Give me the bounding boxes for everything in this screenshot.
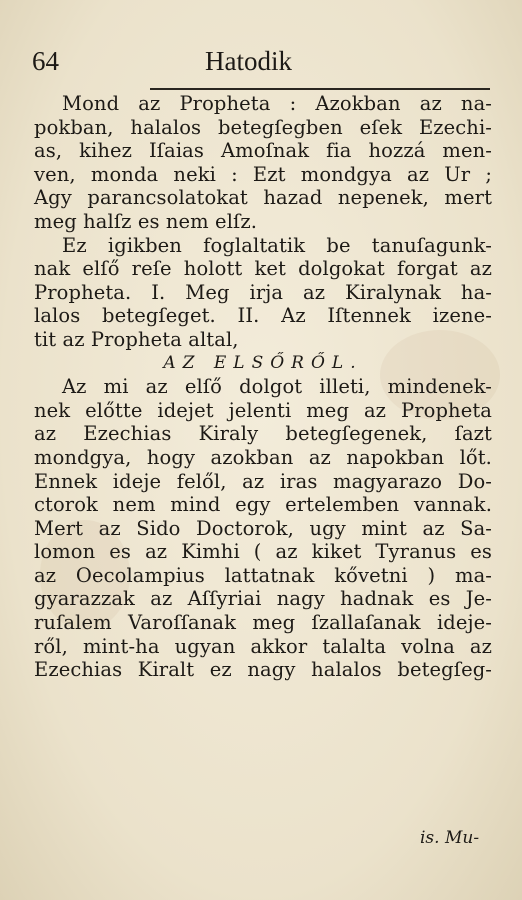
running-head xyxy=(0,44,522,84)
text-line: Propheta. I. Meg irja az Kiralynak ha- xyxy=(34,280,492,304)
section-heading: AZ ELSŐRŐL. xyxy=(163,352,363,373)
text-line: az Ezechias Kiraly betegſegenek, ſazt xyxy=(34,422,492,446)
text-line: lalos betegſeget. II. Az Iſtennek izene- xyxy=(34,304,492,328)
text-line: ről, mint-ha ugyan akkor talalta volna az xyxy=(34,634,492,658)
text-line: Mond az Propheta : Azokban az na- xyxy=(62,92,492,115)
text-line: Mert az Sido Doctorok, ugy mint az Sa- xyxy=(34,516,492,540)
text-line: Agy parancsolatokat hazad nepenek, mert xyxy=(34,186,492,210)
text-line: gyarazzak az Aſſyriai nagy hadnak es Je- xyxy=(34,587,492,611)
text-line: ven, monda neki : Ezt mondgya az Ur ; xyxy=(34,162,492,186)
body-text xyxy=(34,92,492,682)
text-line: nak elſő reſe holott ket dolgokat forgat az xyxy=(34,257,492,281)
text-line: lomon es az Kimhi ( az kiket Tyranus es xyxy=(34,540,492,564)
page-number: 64 xyxy=(32,46,59,76)
catchword: is. Mu- xyxy=(420,828,480,848)
text-line: ruſalem Varoſſanak meg ſzallaſanak ideje- xyxy=(34,611,492,635)
text-line: ctorok nem mind egy ertelemben vannak. xyxy=(34,493,492,517)
text-line: Ezechias Kiralt ez nagy halalos betegſeg- xyxy=(34,658,492,682)
text-line: Ez igikben foglaltatik be tanuſagunk- xyxy=(62,233,492,257)
header-rule xyxy=(150,88,490,90)
text-line: meg halſz es nem elſz. xyxy=(34,209,258,233)
text-line: Az mi az elſő dolgot illeti, mindenek- xyxy=(62,375,492,399)
text-line: nek előtte idejet jelenti meg az Propheta xyxy=(34,398,492,422)
text-line: mondgya, hogy azokban az napokban lőt. xyxy=(34,445,492,469)
text-line: as, kihez Iſaias Amoſnak fia hozzá men- xyxy=(34,139,492,163)
text-line: pokban, halalos betegſegben eſek Ezechi- xyxy=(34,115,492,139)
text-line: Ennek ideje felől, az iras magyarazo Do- xyxy=(34,469,492,493)
text-line: tit az Propheta altal, xyxy=(34,327,239,351)
text-line: az Oecolampius lattatnak kővetni ) ma- xyxy=(34,563,492,587)
chapter-title: Hatodik xyxy=(205,46,292,76)
